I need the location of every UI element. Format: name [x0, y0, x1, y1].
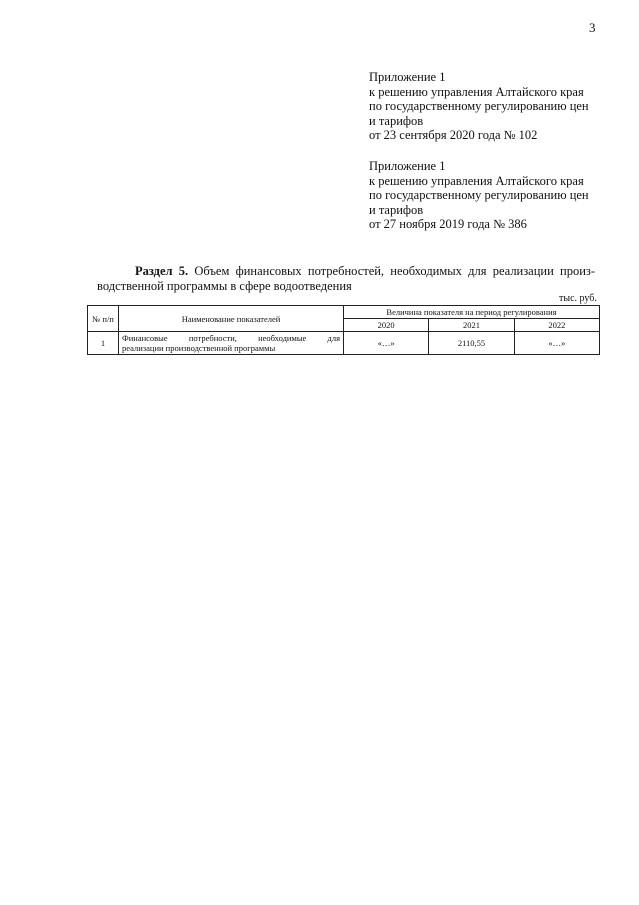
units-label: тыс. руб.: [559, 293, 597, 304]
section-heading-line-1: [97, 264, 595, 279]
section-label: Раздел 5.: [135, 264, 189, 278]
annex-block-previous: [369, 159, 589, 232]
table-header-row: [88, 306, 600, 319]
annex-line: Приложение 1: [369, 159, 446, 173]
row-name-line-1: Финансовые потребности, необходимые для: [122, 333, 340, 343]
annex-line: к решению управления Алтайского края: [369, 173, 584, 188]
annex-line: и тарифов: [369, 202, 424, 217]
header-num: № п/п: [88, 306, 119, 332]
header-name: Наименование показателей: [119, 306, 344, 332]
annex-block-current: [369, 70, 589, 143]
row-value-2022: «…»: [514, 332, 599, 355]
section-heading: [97, 264, 595, 294]
section-title-part-2: водственной программы в сфере водоотведения: [97, 279, 352, 293]
annex-line: по государственному регулированию цен: [369, 188, 589, 203]
annex-line: от 27 ноября 2019 года № 386: [369, 217, 527, 232]
header-period: Величина показателя на период регулирования: [343, 306, 599, 319]
financial-needs-table: [87, 305, 600, 355]
table-row: [88, 332, 600, 355]
page-number: 3: [589, 20, 596, 35]
row-name: [119, 332, 344, 355]
annex-line: Приложение 1: [369, 70, 446, 84]
annex-line: и тарифов: [369, 113, 424, 128]
header-year-2021: 2021: [429, 319, 514, 332]
row-value-2020: «…»: [343, 332, 428, 355]
annex-line: от 23 сентября 2020 года № 102: [369, 128, 538, 143]
header-year-2022: 2022: [514, 319, 599, 332]
annex-line: к решению управления Алтайского края: [369, 84, 584, 99]
annex-line: по государственному регулированию цен: [369, 99, 589, 114]
section-title-part-1: Объем финансовых потребностей, необходимых для реализации произ-: [194, 264, 595, 278]
row-value-2021: 2110,55: [429, 332, 514, 355]
row-name-line-2: реализации производственной программы: [122, 343, 276, 353]
header-year-2020: 2020: [343, 319, 428, 332]
row-num: 1: [88, 332, 119, 355]
